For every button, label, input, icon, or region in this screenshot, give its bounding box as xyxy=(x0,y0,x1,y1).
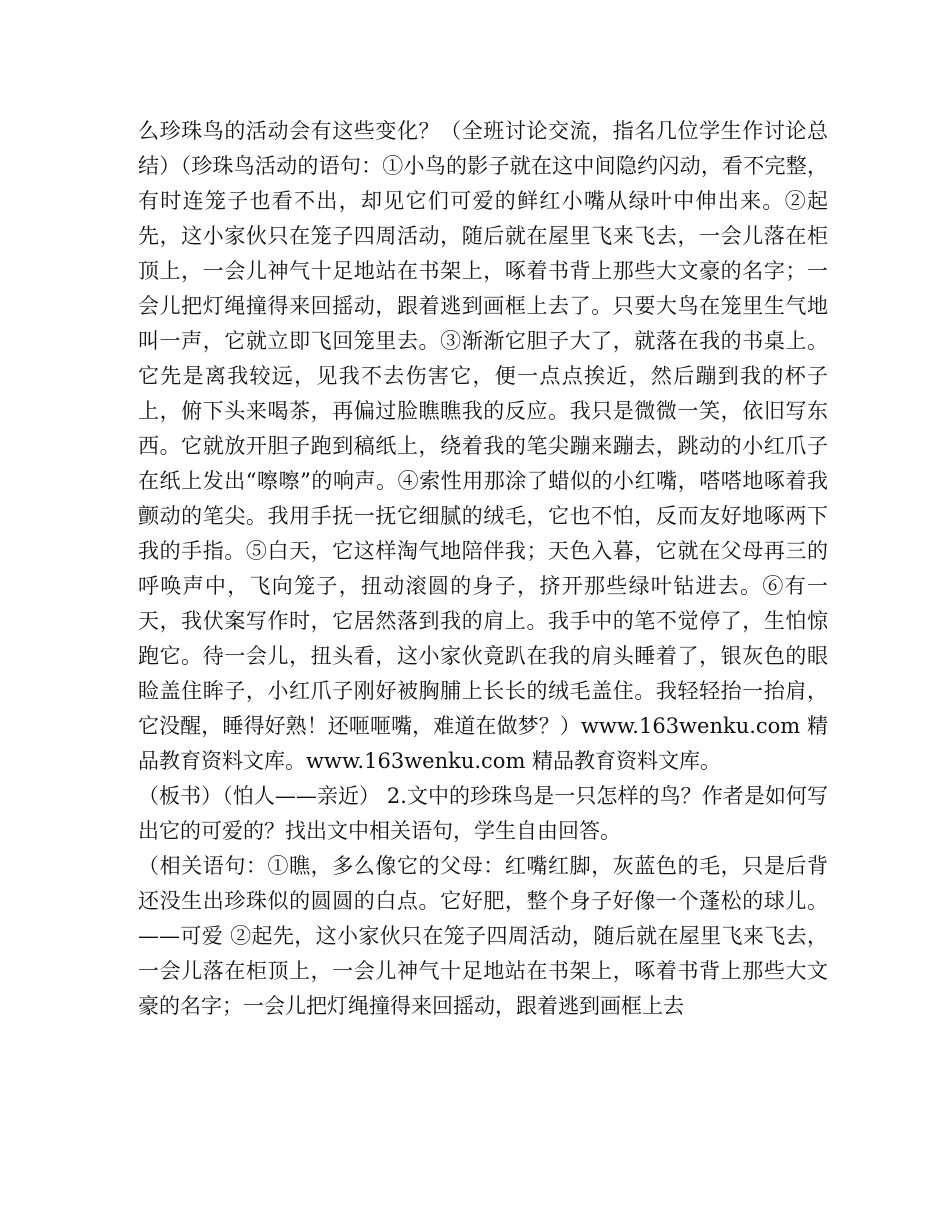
paragraph-bird-activities: 么珍珠鸟的活动会有这些变化？（全班讨论交流，指名几位学生作讨论总结）（珍珠鸟活动的语句：①小鸟的影子就在这中间隐约闪动，看不完整，有时连笼子也看不出，却见它们可爱的鲜红小嘴从绿叶中伸出来。②起先，这小家伙只在笼子四周活动，随后就在屋里飞来飞去，一会儿落在柜顶上，一会儿神气十足地站在书架上，啄着书背上那些大文豪的名字；一会儿把灯绳撞得来回摇动，跟着逃到画框上去了。只要大鸟在笼里生气地叫一声，它就立即飞回笼里去。③渐渐它胆子大了，就落在我的书桌上。它先是离我较远，见我不去伤害它，便一点点挨近，然后蹦到我的杯子上，俯下头来喝茶，再偏过脸瞧瞧我的反应。我只是微微一笑，依旧写东西。它就放开胆子跑到稿纸上，绕着我的笔尖蹦来蹦去，跳动的小红爪子在纸上发出“嚓嚓”的响声。④索性用那涂了蜡似的小红嘴，嗒嗒地啄着我颤动的笔尖。我用手抚一抚它细腻的绒毛，它也不怕，反而友好地啄两下我的手指。⑤白天，它这样淘气地陪伴我；天色入暮，它就在父母再三的呼唤声中，飞向笼子，扭动滚圆的身子，挤开那些绿叶钻进去。⑥有一天，我伏案写作时，它居然落到我的肩上。我手中的笔不觉停了，生怕惊跑它。待一会儿，扭头看，这小家伙竟趴在我的肩头睡着了，银灰色的眼睑盖住眸子，小红爪子刚好被胸脯上长长的绒毛盖住。我轻轻抬一抬肩，它没醒，睡得好熟！还咂咂嘴，难道在做梦？）www.163wenku.com 精品教育资料文库。www.163wenku.com 精品教育资料文库。 xyxy=(138,119,828,773)
paragraph-blackboard-question: （板书）（怕人——亲近） 2.文中的珍珠鸟是一只怎样的鸟？作者是如何写出它的可爱的？找出文中相关语句，学生自由回答。 xyxy=(138,784,828,843)
document-page xyxy=(138,114,828,1024)
paragraph-related-sentences: （相关语句：①瞧，多么像它的父母：红嘴红脚，灰蓝色的毛，只是后背还没生出珍珠似的圆圆的白点。它好肥，整个身子好像一个蓬松的球儿。——可爱 ②起先，这小家伙只在笼子四周活动，随后就在屋里飞来飞去，一会儿落在柜顶上，一会儿神气十足地站在书架上，啄着书背上那些大文豪的名字；一会儿把灯绳撞得来回摇动，跟着逃到画框上去 xyxy=(138,854,828,1018)
